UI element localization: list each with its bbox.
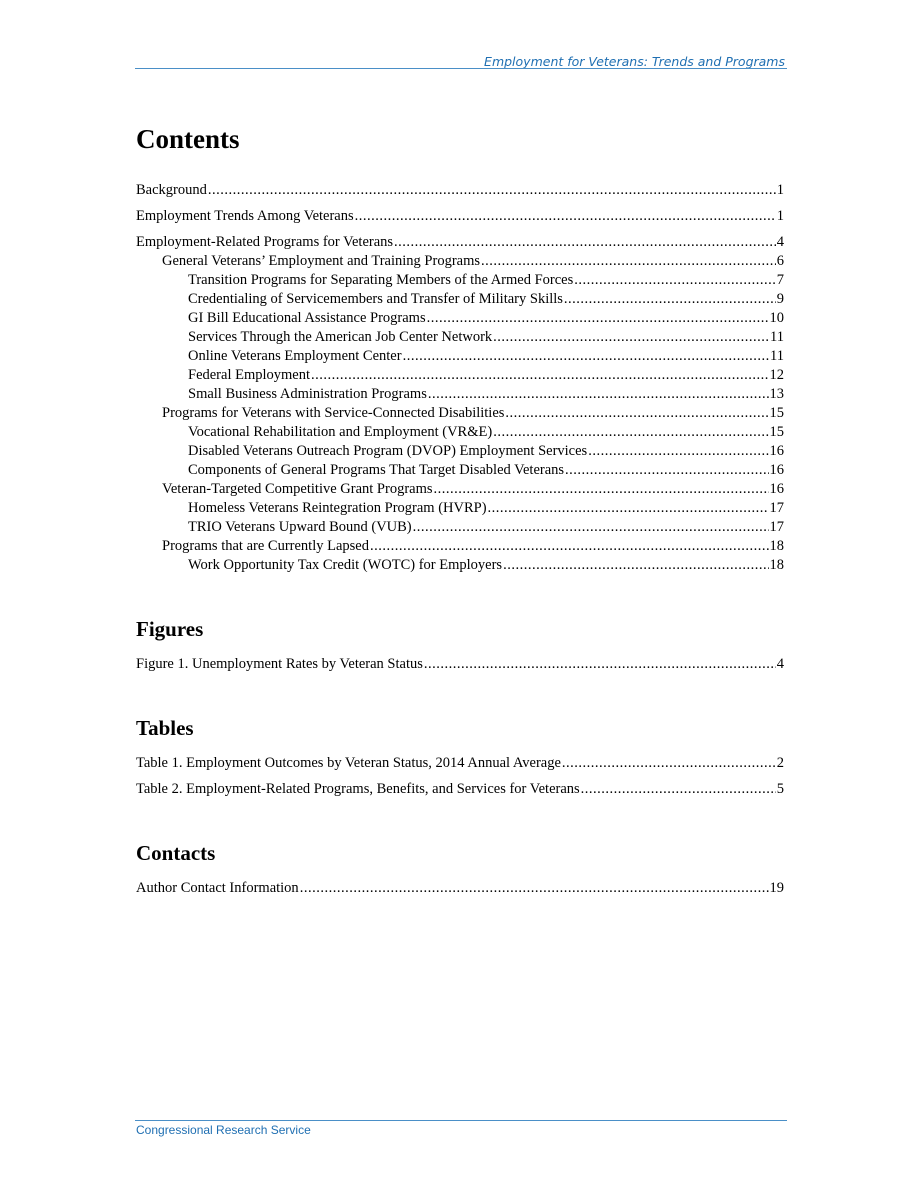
toc-entry-page: 18 [769,538,784,554]
toc-entry-title: Federal Employment [188,367,311,383]
toc-entry[interactable] [136,461,784,480]
footer-organization: Congressional Research Service [136,1123,311,1137]
table-entry[interactable] [136,780,784,799]
table-entry-page: 2 [776,755,784,771]
toc-entry-page: 7 [776,272,784,288]
table-entry-title: Table 1. Employment Outcomes by Veteran Status, 2014 Annual Average [136,755,561,771]
toc-entry[interactable] [136,347,784,366]
toc-entry-page: 16 [769,462,784,478]
toc-entry[interactable] [136,442,784,461]
toc-entry[interactable] [136,252,784,271]
toc-entry-page: 11 [770,329,784,345]
toc-entry-title: Credentialing of Servicemembers and Transfer of Military Skills [188,291,563,307]
toc-entry-page: 13 [769,386,784,402]
table-entry-title: Table 2. Employment-Related Programs, Benefits, and Services for Veterans [136,781,580,797]
footer-divider [135,1120,787,1121]
toc-entry-page: 11 [770,348,784,364]
toc-entry-page: 4 [776,234,784,250]
toc-entry[interactable] [136,385,784,404]
toc-entry-title: General Veterans’ Employment and Training Programs [162,253,481,269]
toc-entry[interactable] [136,309,784,328]
toc-entry[interactable] [136,518,784,537]
toc-entry-title: Vocational Rehabilitation and Employment (VR&E) [188,424,493,440]
toc-entry-title: Small Business Administration Programs [188,386,427,402]
contact-entry-page: 19 [769,880,784,896]
table-of-contents-page [136,124,784,898]
toc-entry[interactable] [136,537,784,556]
tables-list [136,754,784,799]
toc-entry-title: Components of General Programs That Target Disabled Veterans [188,462,565,478]
running-header: Employment for Veterans: Trends and Programs [484,54,785,69]
toc-entry-page: 17 [769,519,784,535]
toc-entry[interactable] [136,499,784,518]
toc-entry-page: 15 [769,405,784,421]
contacts-heading: Contacts [136,841,216,865]
toc-entry[interactable] [136,366,784,385]
toc-entry-title: TRIO Veterans Upward Bound (VUB) [188,519,412,535]
header-divider [135,68,787,69]
contact-entry[interactable] [136,879,784,898]
figure-entry-title: Figure 1. Unemployment Rates by Veteran Status [136,656,423,672]
figure-entry[interactable] [136,655,784,674]
toc-entry[interactable] [136,423,784,442]
toc-entry[interactable] [136,480,784,499]
tables-heading: Tables [136,716,194,740]
toc-entry[interactable] [136,207,784,226]
toc-entry-title: Veteran-Targeted Competitive Grant Programs [162,481,433,497]
figures-heading: Figures [136,617,204,641]
figures-list [136,655,784,674]
toc-entry-page: 1 [776,182,784,198]
toc-entry[interactable] [136,328,784,347]
table-entry[interactable] [136,754,784,773]
toc-entry-page: 17 [769,500,784,516]
toc-entry-title: Programs for Veterans with Service-Connected Disabilities [162,405,505,421]
toc-entry-page: 16 [769,443,784,459]
table-entry-page: 5 [776,781,784,797]
toc-entry-title: Transition Programs for Separating Members of the Armed Forces [188,272,574,288]
figure-entry-page: 4 [776,656,784,672]
contents-list [136,181,784,575]
toc-entry[interactable] [136,556,784,575]
toc-entry-page: 12 [769,367,784,383]
toc-entry[interactable] [136,271,784,290]
toc-entry-title: Work Opportunity Tax Credit (WOTC) for Employers [188,557,503,573]
toc-entry[interactable] [136,404,784,423]
toc-entry[interactable] [136,181,784,200]
toc-entry[interactable] [136,233,784,252]
toc-entry-page: 10 [769,310,784,326]
toc-entry-title: Employment-Related Programs for Veterans [136,234,394,250]
contact-entry-title: Author Contact Information [136,880,299,896]
contacts-list [136,879,784,898]
toc-entry-page: 9 [776,291,784,307]
toc-entry-title: GI Bill Educational Assistance Programs [188,310,426,326]
toc-entry-title: Background [136,182,207,198]
toc-entry-page: 6 [776,253,784,269]
toc-entry-title: Online Veterans Employment Center [188,348,402,364]
toc-entry-title: Programs that are Currently Lapsed [162,538,369,554]
toc-entry-title: Homeless Veterans Reintegration Program (HVRP) [188,500,487,516]
toc-entry-page: 15 [769,424,784,440]
toc-entry-title: Employment Trends Among Veterans [136,208,354,224]
toc-entry-title: Disabled Veterans Outreach Program (DVOP) Employment Services [188,443,588,459]
toc-entry-title: Services Through the American Job Center Network [188,329,493,345]
toc-entry-page: 18 [769,557,784,573]
toc-entry-page: 16 [769,481,784,497]
toc-entry[interactable] [136,290,784,309]
contents-heading: Contents [136,124,240,154]
toc-entry-page: 1 [776,208,784,224]
